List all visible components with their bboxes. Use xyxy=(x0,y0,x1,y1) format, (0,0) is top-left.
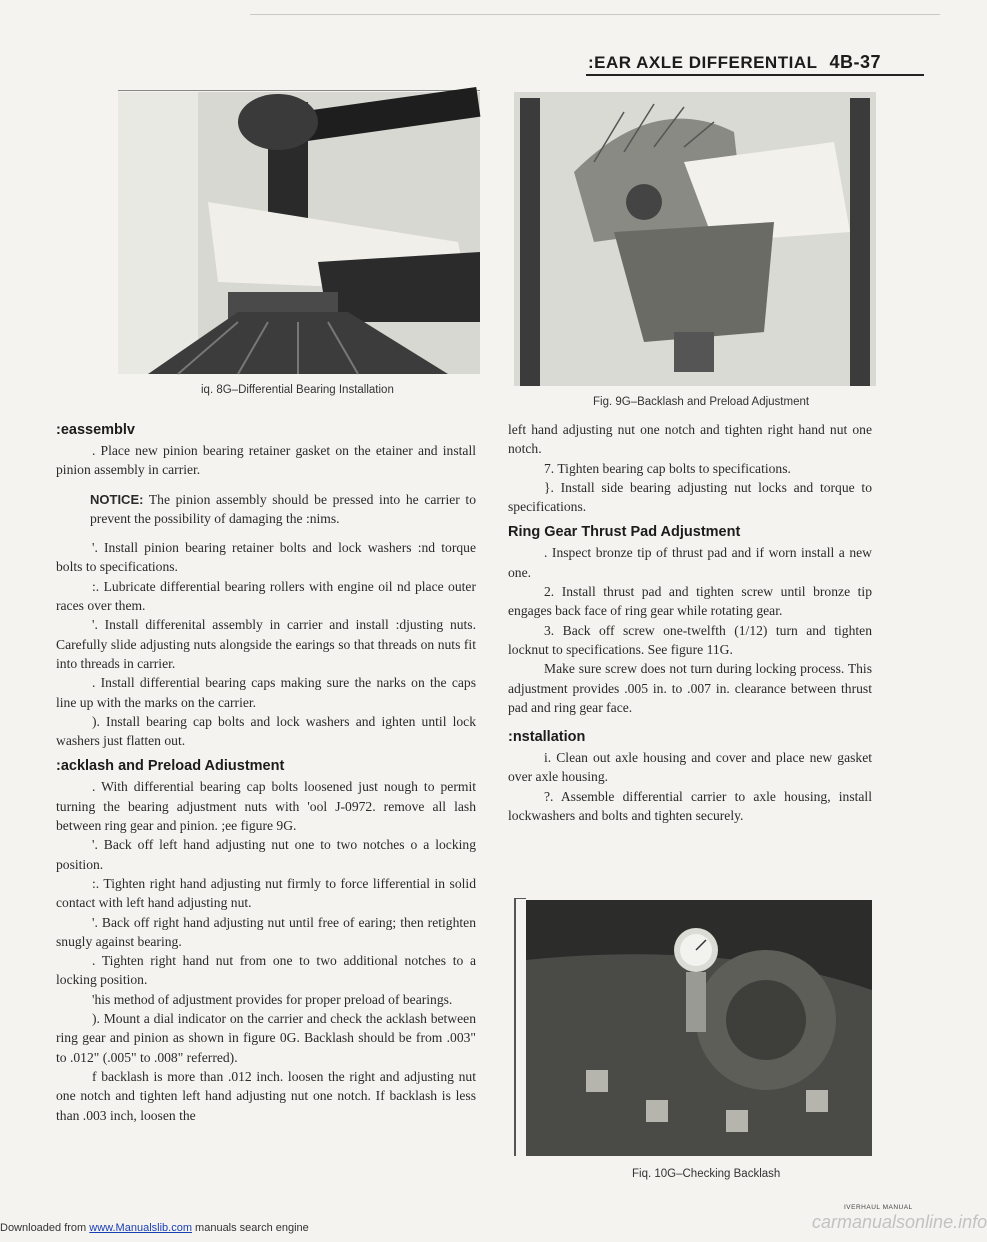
paragraph: :. Lubricate differential bearing rollers with engine oil nd place outer races over them. xyxy=(56,578,476,614)
paragraph: }. Install side bearing adjusting nut locks and torque to specifications. xyxy=(508,479,872,515)
manualslib-link[interactable]: www.Manualslib.com xyxy=(89,1222,192,1234)
paragraph: '. Install differenital assembly in carrier and install :djusting nuts. Carefully slide adjusting nuts alongside the earings so that threads on nuts fit into threads in carrier. xyxy=(56,617,476,671)
figure-8g-photo xyxy=(118,92,480,374)
paragraph: '. Back off left hand adjusting nut one to two notches o a locking position. xyxy=(56,837,476,872)
paragraph: '. Back off right hand adjusting nut until free of earing; then retighten snugly against bearing. xyxy=(56,914,476,949)
paragraph: . Place new pinion bearing retainer gasket on the etainer and install pinion assembly in carrier. xyxy=(56,443,476,478)
reassembly-heading: :eassemblv xyxy=(56,422,135,438)
paragraph: 2. Install thrust pad and tighten screw until bronze tip engages back face of ring gear while rotating gear. xyxy=(508,584,872,619)
paragraph: 'his method of adjustment provides for proper preload of bearings. xyxy=(92,991,453,1007)
manual-label: IVERHAUL MANUAL xyxy=(844,1204,913,1211)
page-header xyxy=(588,52,881,73)
notice-text: The pinion assembly should be pressed into he carrier to prevent the possibility of damaging the :nims. xyxy=(90,491,476,526)
figure-10g-photo xyxy=(526,900,872,1156)
paragraph: . Inspect bronze tip of thrust pad and if worn install a new one. xyxy=(508,545,872,580)
notice-label: NOTICE: xyxy=(90,491,144,507)
paragraph: f backlash is more than .012 inch. loosen the right and adjusting nut one notch and tighten left hand adjusting nut one notch. If backlash is less than .003 inch, loosen the xyxy=(56,1068,476,1123)
figure-top-rule xyxy=(118,90,480,91)
left-column xyxy=(56,420,476,1125)
footer-prefix: Downloaded from xyxy=(0,1222,87,1234)
right-column xyxy=(508,420,872,825)
header-underline xyxy=(586,74,924,76)
paragraph: . With differential bearing cap bolts loosened just nough to permit turning the bearing adjustment nuts with 'ool J-0972. remove all lash between ring gear and pinion. ;ee figure 9G. xyxy=(56,779,476,834)
figure-8g-caption: iq. 8G–Differential Bearing Installation xyxy=(201,384,394,396)
watermark: carmanualsonline.info xyxy=(812,1212,987,1232)
paragraph: Make sure screw does not turn during locking process. This adjustment provides .005 in. to .007 in. clearance between thrust pad and ring gear face. xyxy=(508,661,872,715)
footer-suffix: manuals search engine xyxy=(195,1222,309,1234)
figure-bracket xyxy=(514,898,516,1156)
download-footer xyxy=(0,1222,309,1234)
top-rule xyxy=(250,14,940,15)
figure-9g-photo xyxy=(514,92,876,386)
ring-gear-heading: Ring Gear Thrust Pad Adjustment xyxy=(508,524,741,541)
header-title: :EAR AXLE DIFFERENTIAL xyxy=(588,53,818,72)
paragraph: ?. Assemble differential carrier to axle housing, install lockwashers and bolts and tighten securely. xyxy=(508,788,872,824)
notice xyxy=(56,490,476,529)
paragraph: . Tighten right hand nut from one to two additional notches to a locking position. xyxy=(56,953,476,988)
backlash-heading: :acklash and Preload Adiustment xyxy=(56,758,285,775)
paragraph: '. Install pinion bearing retainer bolts and lock washers :nd torque bolts to specifications. xyxy=(56,540,476,575)
page-number: 4B-37 xyxy=(829,52,882,72)
paragraph: . Install differential bearing caps making sure the narks on the caps line up with the marks on the carrier. xyxy=(56,675,476,710)
paragraph: ). Install bearing cap bolts and lock washers and ighten until lock washers just flatten out. xyxy=(56,713,476,749)
paragraph: i. Clean out axle housing and cover and place new gasket over axle housing. xyxy=(508,750,872,785)
paragraph: 7. Tighten bearing cap bolts to specifications. xyxy=(544,460,791,476)
figure-10g-caption: Fiq. 10G–Checking Backlash xyxy=(632,1168,781,1180)
paragraph: ). Mount a dial indicator on the carrier and check the acklash between ring gear and pinion as shown in figure 0G. Backlash should be from .003" to .012" (.005" to .008" referred). xyxy=(56,1011,476,1065)
installation-heading: :nstallation xyxy=(508,729,586,746)
figure-9g-caption: Fig. 9G–Backlash and Preload Adjustment xyxy=(593,396,810,408)
paragraph: 3. Back off screw one-twelfth (1/12) turn and tighten locknut to specifications. See figure 11G. xyxy=(508,622,872,657)
paragraph: left hand adjusting nut one notch and tighten right hand nut one notch. xyxy=(508,422,872,457)
figure-bracket-top xyxy=(514,898,526,899)
paragraph: :. Tighten right hand adjusting nut firmly to force lifferential in solid contact with left hand adjusting nut. xyxy=(56,875,476,911)
